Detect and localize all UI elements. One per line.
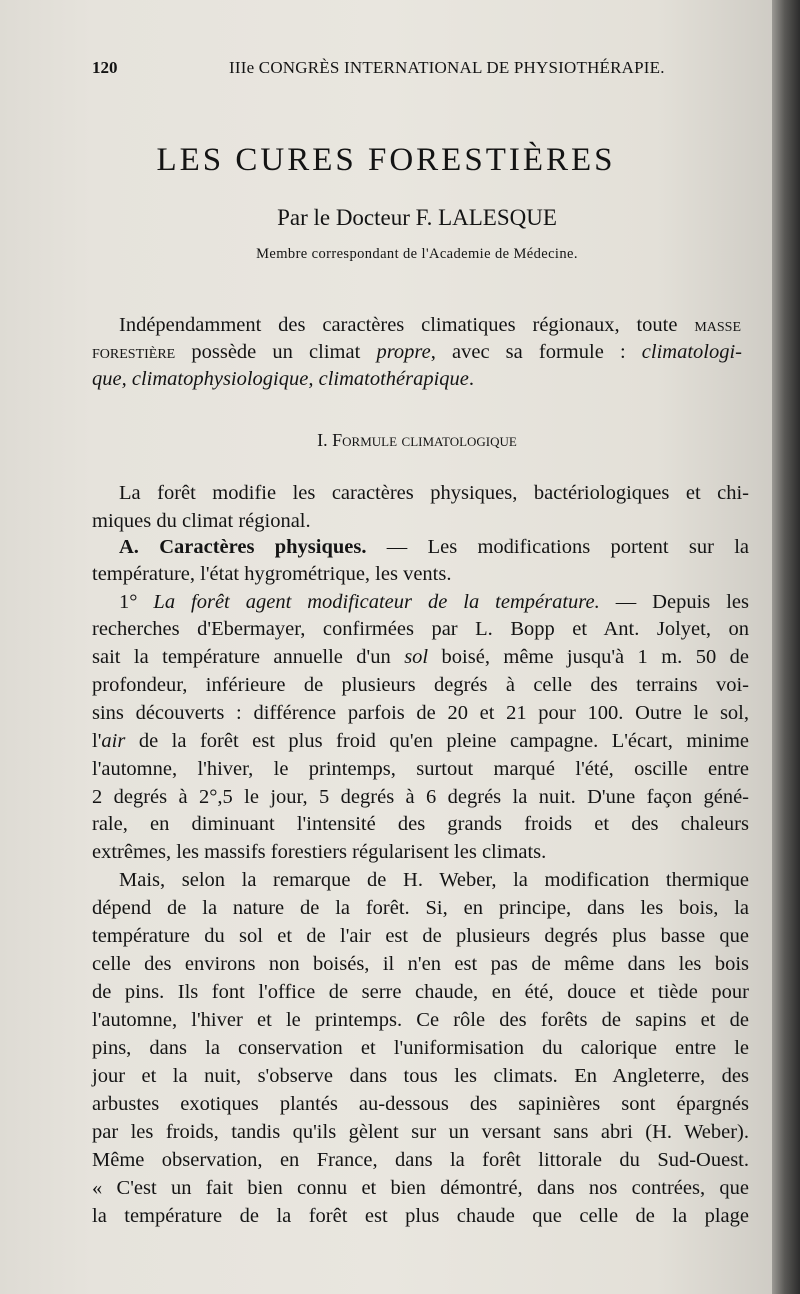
- text-line: rale, en diminuant l'intensité des grands froids et des chaleurs: [92, 813, 749, 835]
- page-number: 120: [92, 58, 118, 77]
- text-line: température du sol et de l'air est de plusieurs degrés plus basse que: [92, 925, 749, 947]
- text-line: Mais, selon la remarque de H. Weber, la modification thermique: [119, 869, 749, 891]
- text-line: forestière possède un climat propre, avec sa formule : climatologi-: [92, 341, 742, 363]
- text-line: A. Caractères physiques. — Les modifications portent sur la: [119, 536, 749, 558]
- section-heading: I. Formule climatologique: [317, 430, 517, 450]
- text-line: sins découverts : différence parfois de 20 et 21 pour 100. Outre le sol,: [92, 702, 749, 724]
- text-line: La forêt modifie les caractères physiques, bactériologiques et chi-: [119, 482, 749, 504]
- text-line: que, climatophysiologique, climatothérapique.: [92, 368, 475, 390]
- text-line: 2 degrés à 2°,5 le jour, 5 degrés à 6 degrés la nuit. D'une façon géné-: [92, 786, 749, 808]
- text-line: l'automne, l'hiver, le printemps, surtout marqué l'été, oscille entre: [92, 758, 749, 780]
- running-header: [92, 58, 752, 82]
- journal-title: IIIe CONGRÈS INTERNATIONAL DE PHYSIOTHÉRAPIE.: [229, 58, 665, 77]
- text-line: miques du climat régional.: [92, 510, 311, 532]
- text-line: profondeur, inférieure de plusieurs degrés à celle des terrains voi-: [92, 674, 749, 696]
- text-line: jour et la nuit, s'observe dans tous les climats. En Angleterre, des: [92, 1065, 749, 1087]
- text-line: Même observation, en France, dans la forêt littorale du Sud-Ouest.: [92, 1149, 749, 1171]
- text-line: température, l'état hygrométrique, les vents.: [92, 563, 452, 585]
- text-line: recherches d'Ebermayer, confirmées par L. Bopp et Ant. Jolyet, on: [92, 618, 749, 640]
- text-line: sait la température annuelle d'un sol boisé, même jusqu'à 1 m. 50 de: [92, 646, 750, 668]
- text-line: de pins. Ils font l'office de serre chaude, en été, douce et tiède pour: [92, 981, 749, 1003]
- text-line: dépend de la nature de la forêt. Si, en principe, dans les bois, la: [92, 897, 749, 919]
- page-edge-shadow: [772, 0, 800, 1294]
- article-author: Par le Docteur F. LALESQUE: [277, 205, 557, 230]
- text-line: l'air de la forêt est plus froid qu'en pleine campagne. L'écart, minime: [92, 730, 749, 752]
- text-line: par les froids, tandis qu'ils gèlent sur un versant sans abri (H. Weber).: [92, 1121, 749, 1143]
- article-title: LES CURES FORESTIÈRES: [156, 142, 616, 178]
- text-line: « C'est un fait bien connu et bien démontré, dans nos contrées, que: [92, 1177, 749, 1199]
- text-line: la température de la forêt est plus chaude que celle de la plage: [92, 1205, 749, 1227]
- text-line: celle des environs non boisés, il n'en est pas de même dans les bois: [92, 953, 749, 975]
- text-line: l'automne, l'hiver et le printemps. Ce rôle des forêts de sapins et de: [92, 1009, 749, 1031]
- text-line: pins, dans la conservation et l'uniformisation du calorique entre le: [92, 1037, 749, 1059]
- text-line: 1° La forêt agent modificateur de la température. — Depuis les: [119, 591, 749, 613]
- text-line: extrêmes, les massifs forestiers régularisent les climats.: [92, 841, 547, 863]
- text-line: Indépendamment des caractères climatiques régionaux, toute masse: [119, 314, 741, 336]
- text-line: arbustes exotiques plantés au-dessous des sapinières sont épargnés: [92, 1093, 749, 1115]
- author-affiliation: Membre correspondant de l'Academie de Médecine.: [256, 246, 578, 262]
